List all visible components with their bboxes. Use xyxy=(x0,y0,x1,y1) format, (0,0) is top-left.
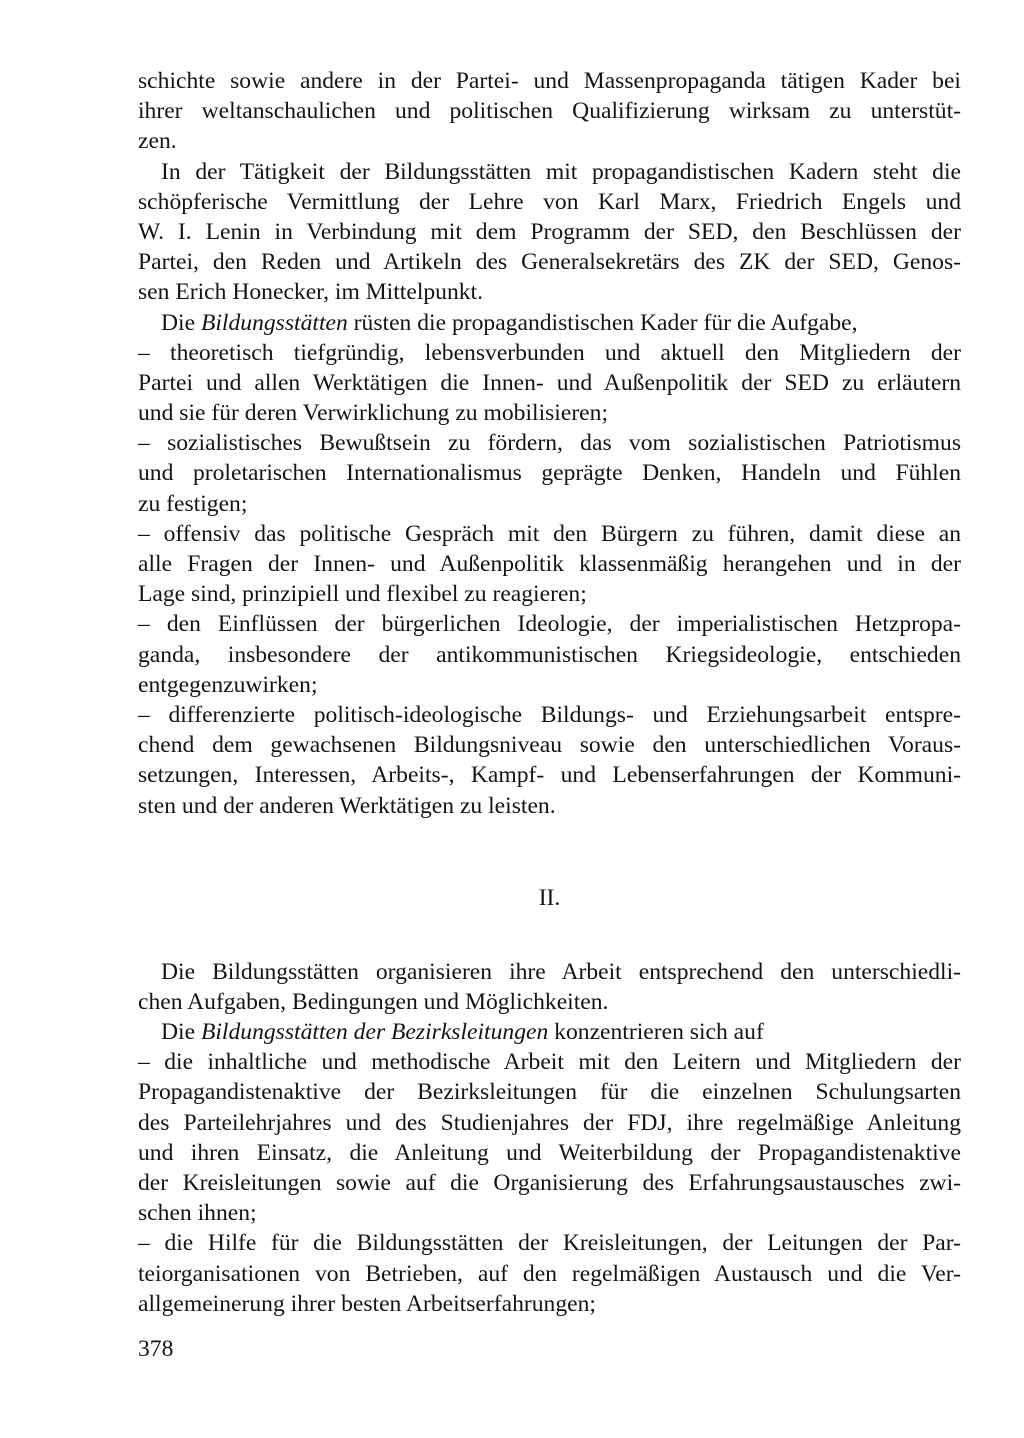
text-line: der Kreisleitungen sowie auf die Organisierung des Erfahrungsaustausches zwi- xyxy=(138,1170,961,1196)
task-list xyxy=(138,338,961,821)
text-line: teiorganisationen von Betrieben, auf den regelmäßigen Austausch und die Ver- xyxy=(138,1260,961,1287)
page-body xyxy=(138,66,961,1319)
text-line: In der Tätigkeit der Bildungsstätten mit propagandistischen Kadern steht die xyxy=(161,158,961,185)
text-line: schöpferische Vermittlung der Lehre von Karl Marx, Friedrich Engels und xyxy=(138,188,961,215)
text-line: schichte sowie andere in der Partei- und Massenpropaganda tätigen Kader bei xyxy=(138,68,961,94)
text-line: zen. xyxy=(138,128,177,155)
text-line: sten und der anderen Werktätigen zu leisten. xyxy=(138,792,556,819)
text-line xyxy=(138,308,961,338)
text-line: allgemeinerung ihrer besten Arbeitserfahrungen; xyxy=(138,1290,596,1317)
section-heading: II. xyxy=(538,884,561,911)
text-line: setzungen, Interessen, Arbeits-, Kampf- und Lebenserfahrungen der Kommuni- xyxy=(138,762,961,789)
text-line: ganda, insbesondere der antikommunistischen Kriegsideologie, entschieden xyxy=(138,641,961,668)
paragraph-tasks-intro xyxy=(138,308,961,338)
text-run: Die xyxy=(161,1019,201,1046)
focus-list xyxy=(138,1047,961,1319)
list-item xyxy=(138,428,961,519)
text-line: – die Hilfe für die Bildungsstätten der Kreisleitungen, der Leitungen der Par- xyxy=(138,1230,961,1257)
text-run: Die xyxy=(161,309,201,336)
text-line: Die Bildungsstätten organisieren ihre Arbeit entsprechend den unterschiedli- xyxy=(161,958,961,985)
text-line: sen Erich Honecker, im Mittelpunkt. xyxy=(138,279,484,306)
text-line: Partei, den Reden und Artikeln des Generalsekretärs des ZK der SED, Genos- xyxy=(138,249,961,276)
text-line: des Parteilehrjahres und des Studienjahres der FDJ, ihre regelmäßige Anleitung xyxy=(138,1109,961,1136)
text-line: schen ihnen; xyxy=(138,1200,257,1227)
paragraph-teaching xyxy=(138,157,961,308)
paragraph-intro xyxy=(138,66,961,157)
text-line: – theoretisch tiefgründig, lebensverbunden und aktuell den Mitgliedern der xyxy=(138,339,961,366)
text-line: chen Aufgaben, Bedingungen und Möglichkeiten. xyxy=(138,988,609,1015)
paragraph-organisation xyxy=(138,957,961,1017)
text-line: Partei und allen Werktätigen die Innen- und Außenpolitik der SED zu erläutern xyxy=(138,369,961,396)
list-item xyxy=(138,609,961,700)
text-line: – differenzierte politisch-ideologische Bildungs- und Erziehungsarbeit entspre- xyxy=(138,701,961,728)
text-line: – die inhaltliche und methodische Arbeit mit den Leitern und Mitgliedern der xyxy=(138,1049,961,1076)
paragraph-district-intro xyxy=(138,1017,961,1047)
text-line: und sie für deren Verwirklichung zu mobilisieren; xyxy=(138,400,609,427)
text-line xyxy=(138,1017,961,1047)
text-line: chend dem gewachsenen Bildungsniveau sowie den unterschiedlichen Voraus- xyxy=(138,732,961,759)
text-line: Lage sind, prinzipiell und flexibel zu reagieren; xyxy=(138,581,587,608)
italic-term: Bildungsstätten der Bezirksleitungen xyxy=(200,1019,549,1046)
text-line: – sozialistisches Bewußtsein zu fördern, das vom sozialistischen Patriotismus xyxy=(138,430,961,457)
list-item xyxy=(138,338,961,429)
list-item xyxy=(138,1228,961,1319)
page-number: 378 xyxy=(138,1336,174,1362)
text-line: W. I. Lenin in Verbindung mit dem Programm der SED, den Beschlüssen der xyxy=(138,218,961,245)
text-line: und proletarischen Internationalismus geprägte Denken, Handeln und Fühlen xyxy=(138,460,961,487)
text-line: Propagandistenaktive der Bezirksleitungen für die einzelnen Schulungsarten xyxy=(138,1079,961,1106)
text-line: entgegenzuwirken; xyxy=(138,671,318,698)
text-line: und ihren Einsatz, die Anleitung und Weiterbildung der Propagandistenaktive xyxy=(138,1139,961,1166)
text-line: ihrer weltanschaulichen und politischen Qualifizierung wirksam zu unterstüt- xyxy=(138,98,961,125)
list-item xyxy=(138,700,961,821)
text-line: – den Einflüssen der bürgerlichen Ideologie, der imperialistischen Hetzpropa- xyxy=(138,611,961,638)
text-line: alle Fragen der Innen- und Außenpolitik klassenmäßig herangehen und in der xyxy=(138,551,961,577)
text-run: konzentrieren sich auf xyxy=(548,1019,764,1046)
italic-term: Bildungsstätten xyxy=(200,309,348,336)
list-item xyxy=(138,1047,961,1228)
list-item xyxy=(138,519,961,610)
text-run: rüsten die propagandistischen Kader für die Aufgabe, xyxy=(347,309,858,336)
text-line: – offensiv das politische Gespräch mit den Bürgern zu führen, damit diese an xyxy=(138,520,961,547)
text-line: zu festigen; xyxy=(138,490,248,517)
